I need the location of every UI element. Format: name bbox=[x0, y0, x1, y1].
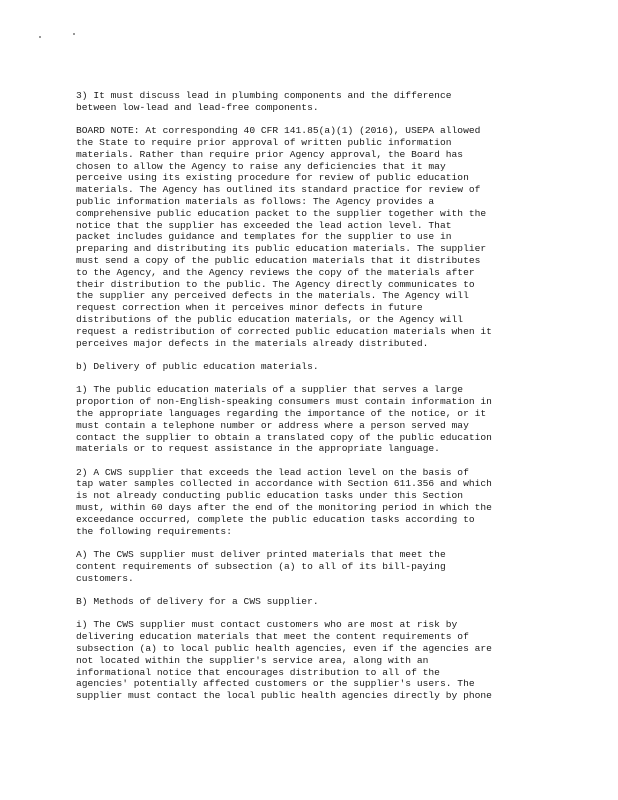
paragraph-i-contact-customers: i) The CWS supplier must contact customers who are most at risk by delivering education materials that meet the content requirements of subsection (a) to local public health agencies, even if the agencies are not located within the supplier's service area, along with an informational notice that encourages distribution to all of the agencies' potentially affected customers or the supplier's users. The supplier must contact the local public health agencies directly by phone bbox=[76, 619, 492, 702]
scan-speck bbox=[39, 36, 41, 38]
paragraph-2-cws-exceedance: 2) A CWS supplier that exceeds the lead action level on the basis of tap water samples collected in accordance with Section 611.356 and which is not already conducting public education tasks under this Section must, within 60 days after the end of the monitoring period in which the exceedance occurred, complete the public education tasks according to the following requirements: bbox=[76, 466, 492, 537]
document-body bbox=[76, 90, 536, 714]
paragraph-b-delivery-methods: B) Methods of delivery for a CWS supplier. bbox=[76, 596, 319, 608]
paragraph-b-delivery-heading: b) Delivery of public education materials. bbox=[76, 360, 319, 372]
paragraph-3-lead-plumbing: 3) It must discuss lead in plumbing components and the difference between low-lead and lead-free components. bbox=[76, 90, 452, 113]
paragraph-board-note: BOARD NOTE: At corresponding 40 CFR 141.85(a)(1) (2016), USEPA allowed the State to require prior approval of written public information materials. Rather than require prior Agency approval, the Board has chosen to allow the Agency to raise any deficiencies that it may perceive using its existing procedure for review of public education materials. The Agency has outlined its standard practice for review of public information materials as follows: The Agency provides a comprehensive public education packet to the supplier together with the notice that the supplier has exceeded the lead action level. That packet includes guidance and templates for the supplier to use in preparing and distributing its public education materials. The supplier must send a copy of the public education materials that it distributes to the Agency, and the Agency reviews the copy of the materials after their distribution to the public. The Agency directly communicates to the supplier any perceived defects in the materials. The Agency will request correction when it perceives minor defects in future distributions of the public education materials, or the Agency will request a redistribution of corrected public education materials when it perceives major defects in the materials already distributed. bbox=[76, 125, 492, 349]
paragraph-1-non-english: 1) The public education materials of a supplier that serves a large proportion of non-English-speaking consumers must contain information in the appropriate languages regarding the importance of the notice, or it must contain a telephone number or address where a person served may contact the supplier to obtain a translated copy of the public education materials or to request assistance in the appropriate language. bbox=[76, 384, 492, 455]
paragraph-a-printed-materials: A) The CWS supplier must deliver printed materials that meet the content requirements of subsection (a) to all of its bill-paying customers. bbox=[76, 549, 446, 584]
scan-speck bbox=[73, 33, 75, 35]
